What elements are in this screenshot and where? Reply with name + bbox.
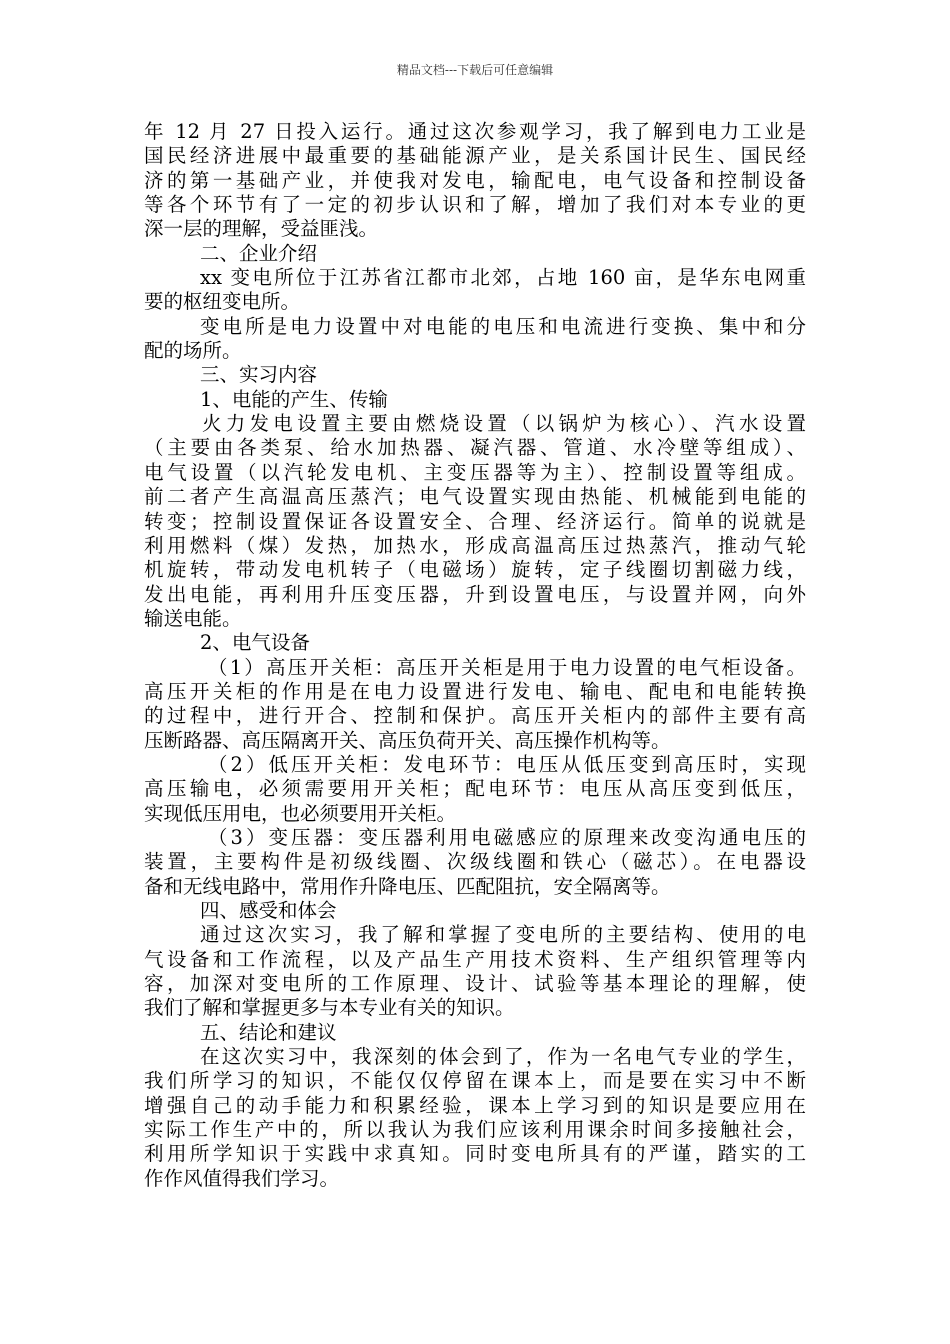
- text-line: 变电所是电力设置中对电能的电压和电流进行变换、集中和分: [200, 314, 806, 338]
- text-line: 前二者产生高温高压蒸汽；电气设置实现由热能、机械能到电能的: [144, 485, 806, 509]
- text-line: 输送电能。: [144, 606, 242, 630]
- document-body: [144, 120, 806, 1191]
- text-line: 的过程中，进行开合、控制和保护。高压开关柜内的部件主要有高: [144, 704, 806, 728]
- text-line: 高压输电，必须需要用开关柜；配电环节：电压从高压变到低压，: [144, 777, 806, 801]
- text-line: 深一层的理解，受益匪浅。: [144, 217, 379, 241]
- text-line: 高压开关柜的作用是在电力设置进行发电、输电、配电和电能转换: [144, 679, 806, 703]
- text-line: 实际工作生产中的，所以我认为我们应该利用课余时间多接触社会，: [144, 1118, 806, 1142]
- text-line: 备和无线电路中，常用作升降电压、匹配阻抗，安全隔离等。: [144, 874, 671, 898]
- text-line: 三、实习内容: [200, 363, 318, 387]
- text-line: 我们所学习的知识，不能仅仅停留在课本上，而是要在实习中不断: [144, 1069, 806, 1093]
- text-line: 在这次实习中，我深刻的体会到了，作为一名电气专业的学生，: [200, 1045, 806, 1069]
- text-line: 机旋转，带动发电机转子（电磁场）旋转，定子线圈切割磁力线，: [144, 558, 806, 582]
- text-line: 压断路器、高压隔离开关、高压负荷开关、高压操作机构等。: [144, 728, 671, 752]
- page-header: 精品文档---下载后可任意编辑: [396, 63, 554, 77]
- text-line: 四、感受和体会: [200, 899, 337, 922]
- text-line: 利用燃料（煤）发热，加热水，形成高温高压过热蒸汽，推动气轮: [144, 533, 806, 557]
- text-line: 转变；控制设置保证各设置安全、合理、经济运行。简单的说就是: [144, 509, 806, 533]
- text-line: 我们了解和掌握更多与本专业有关的知识。: [144, 996, 515, 1020]
- text-line: （主要由各类泵、给水加热器、凝汽器、管道、水冷壁等组成）、: [144, 436, 806, 460]
- text-line: 火力发电设置主要由燃烧设置（以锅炉为核心）、汽水设置: [202, 412, 806, 436]
- text-line: 等各个环节有了一定的初步认识和了解，增加了我们对本专业的更: [144, 193, 806, 217]
- text-line: 容，加深对变电所的工作原理、设计、试验等基本理论的理解，使: [144, 972, 806, 996]
- text-line: 国民经济进展中最重要的基础能源产业，是关系国计民生、国民经: [144, 144, 806, 168]
- text-line: 配的场所。: [144, 339, 242, 363]
- text-line: 发出电能，再利用升压变压器，升到设置电压，与设置并网，向外: [144, 582, 806, 606]
- text-line: 五、结论和建议: [200, 1020, 337, 1044]
- text-line: 通过这次实习，我了解和掌握了变电所的主要结构、使用的电: [200, 923, 806, 947]
- text-line: 2、电气设备: [200, 631, 310, 655]
- text-line: （3）变压器：变压器利用电磁感应的原理来改变沟通电压的: [208, 825, 806, 849]
- text-line: 实现低压用电，也必须要用开关柜。: [144, 801, 457, 825]
- text-line: 济的第一基础产业，并使我对发电，输配电，电气设备和控制设备: [144, 168, 806, 192]
- text-line: 要的枢纽变电所。: [144, 290, 301, 314]
- text-line: 电气设置（以汽轮发电机、主变压器等为主）、控制设置等组成。: [144, 460, 806, 484]
- text-line: 作作风值得我们学习。: [144, 1166, 340, 1190]
- text-line: 利用所学知识于实践中求真知。同时变电所具有的严谨，踏实的工: [144, 1142, 806, 1166]
- text-line: 增强自己的动手能力和积累经验，课本上学习到的知识是要应用在: [144, 1093, 806, 1117]
- text-line: 装置，主要构件是初级线圈、次级线圈和铁心（磁芯）。在电器设: [144, 850, 806, 874]
- text-line: 二、企业介绍: [200, 241, 318, 265]
- text-line: 年 12 月 27 日投入运行。通过这次参观学习，我了解到电力工业是: [144, 120, 806, 143]
- text-line: 1、电能的产生、传输: [200, 387, 388, 411]
- text-line: xx 变电所位于江苏省江都市北郊，占地 160 亩，是华东电网重: [200, 266, 806, 290]
- text-line: 气设备和工作流程，以及产品生产用技术资料、生产组织管理等内: [144, 947, 806, 971]
- text-line: （2）低压开关柜：发电环节：电压从低压变到高压时，实现: [208, 752, 806, 776]
- text-line: （1）高压开关柜：高压开关柜是用于电力设置的电气柜设备。: [208, 655, 806, 679]
